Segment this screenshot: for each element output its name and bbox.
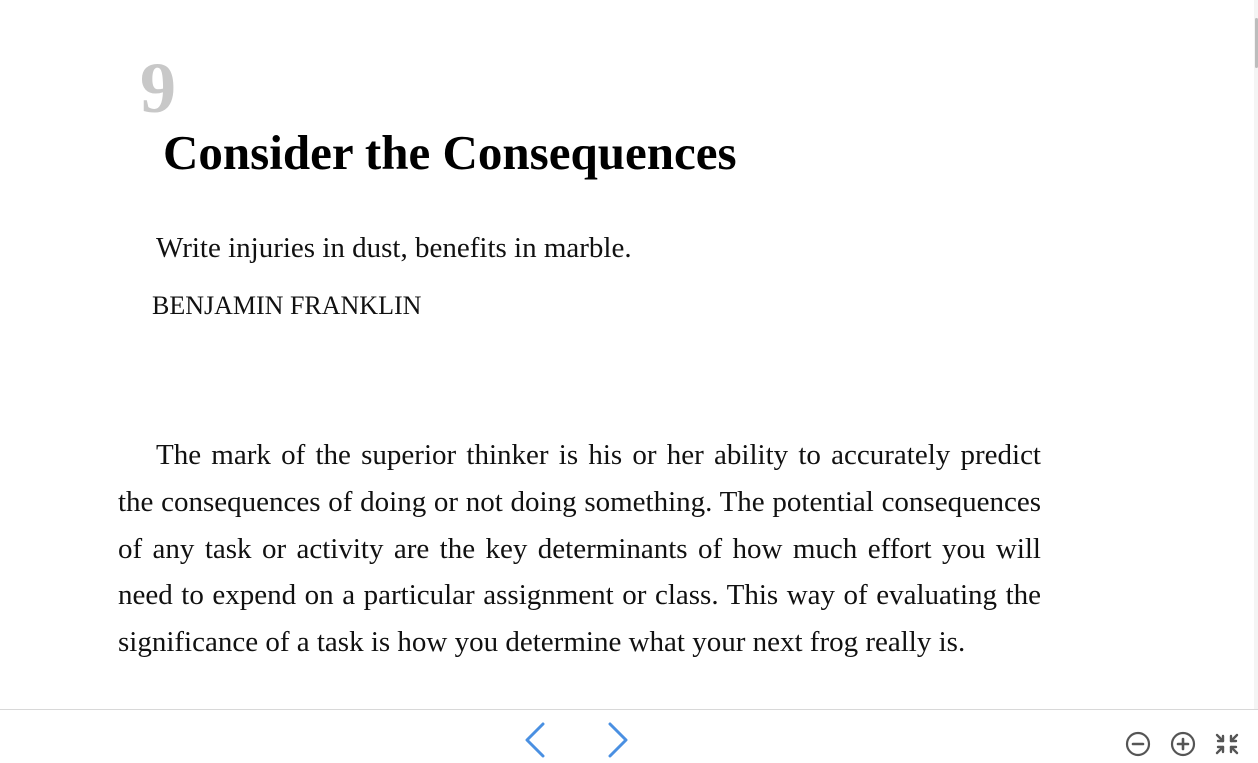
page-scrollbar[interactable] [1254, 0, 1258, 709]
exit-fullscreen-icon [1214, 731, 1240, 757]
zoom-out-button[interactable] [1124, 730, 1152, 758]
zoom-in-button[interactable] [1169, 730, 1197, 758]
reader-toolbar [0, 709, 1258, 763]
chevron-left-icon [524, 722, 546, 758]
next-page-button[interactable] [600, 720, 636, 760]
epigraph-author: BENJAMIN FRANKLIN [152, 291, 422, 320]
body-paragraph: The mark of the superior thinker is his or her ability to accurately predict the consequences of doing or not doing something. The potential consequences of any task or activity are the key determinants of how much effort you will need to expend on a particular assignment or class. This way of evaluating the significance of a task is how you determine what your next frog really is. [118, 439, 1041, 659]
chapter-number: 9 [140, 48, 176, 128]
zoom-out-icon [1125, 731, 1151, 757]
exit-fullscreen-button[interactable] [1213, 730, 1241, 758]
zoom-in-icon [1170, 731, 1196, 757]
chevron-right-icon [607, 722, 629, 758]
epigraph-quote: Write injuries in dust, benefits in marble. [156, 232, 632, 264]
previous-page-button[interactable] [517, 720, 553, 760]
chapter-title: Consider the Consequences [163, 125, 737, 180]
